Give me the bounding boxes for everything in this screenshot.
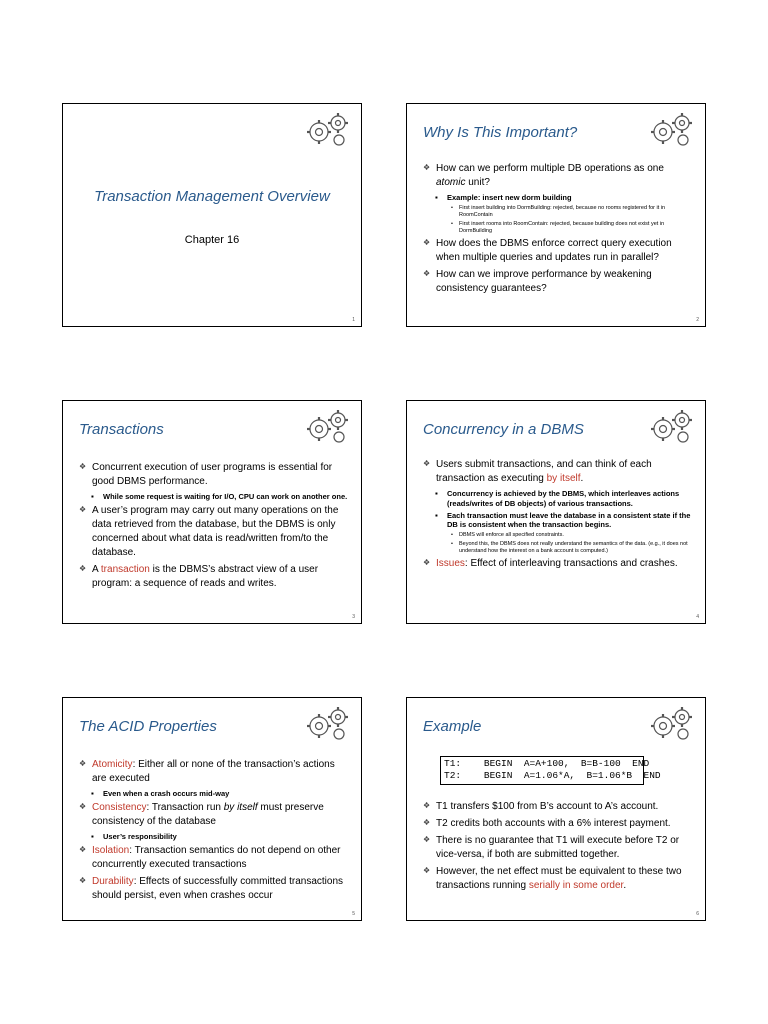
bullet: ❖ Isolation: Transaction semantics do not depend on other concurrently executed transactions bbox=[79, 844, 351, 872]
bullet: ❖ There is no guarantee that T1 will execute before T2 or vice-versa, if both are submitted together. bbox=[423, 834, 695, 862]
bullet: ❖ However, the net effect must be equivalent to these two transactions running serially in some order. bbox=[423, 865, 695, 893]
slide-content bbox=[423, 162, 695, 299]
slide-6 bbox=[406, 697, 706, 921]
sub-sub-bullet: • First insert rooms into RoomContain: rejected, because building does not exist yet in DormBuilding bbox=[423, 221, 695, 235]
page-number: 2 bbox=[696, 317, 699, 323]
bullet: ❖ A transaction is the DBMS’s abstract view of a user program: a sequence of reads and writes. bbox=[79, 563, 351, 591]
bullet: ❖ Users submit transactions, and can think of each transaction as executing by itself. bbox=[423, 458, 695, 486]
gears-icon bbox=[647, 110, 697, 148]
gears-icon bbox=[303, 704, 353, 742]
slide-title: Transactions bbox=[79, 421, 164, 438]
slide-title: Why Is This Important? bbox=[423, 124, 578, 141]
page-number: 3 bbox=[352, 614, 355, 620]
bullet: ❖ Durability: Effects of successfully committed transactions should persist, even when crashes occur bbox=[79, 875, 351, 903]
sub-sub-bullet: • First insert building into DormBuilding: rejected, because no rooms registered for it in RoomContain bbox=[423, 205, 695, 219]
page-number: 1 bbox=[352, 317, 355, 323]
slide-content bbox=[423, 800, 695, 896]
slide-title: Concurrency in a DBMS bbox=[423, 421, 584, 438]
page-number: 6 bbox=[696, 911, 699, 917]
gears-icon bbox=[647, 704, 697, 742]
page-number: 5 bbox=[352, 911, 355, 917]
bullet: ❖ T2 credits both accounts with a 6% interest payment. bbox=[423, 817, 695, 831]
gears-icon bbox=[647, 407, 697, 445]
sub-sub-bullet: • DBMS will enforce all specified constraints. bbox=[423, 532, 695, 539]
slide-2 bbox=[406, 103, 706, 327]
sub-sub-bullet: • Beyond this, the DBMS does not really understand the semantics of the data. (e.g., it does not understand how the interest on a bank account is computed.) bbox=[423, 541, 695, 555]
page-number: 4 bbox=[696, 614, 699, 620]
sub-bullet: ▪ User’s responsibility bbox=[79, 832, 351, 842]
slide-content bbox=[423, 458, 695, 574]
bullet: ❖ How does the DBMS enforce correct query execution when multiple queries and updates run in parallel? bbox=[423, 237, 695, 265]
bullet: ❖ Atomicity: Either all or none of the transaction’s actions are executed bbox=[79, 758, 351, 786]
code-box bbox=[440, 756, 661, 785]
code-line: T1: BEGIN A=A+100, B=B-100 END bbox=[444, 758, 650, 769]
bullet: ❖ A user’s program may carry out many operations on the data retrieved from the database, but the DBMS is only concerned about what data is read/written from/to the database. bbox=[79, 504, 351, 560]
bullet: ❖ Consistency: Transaction run by itself must preserve consistency of the database bbox=[79, 801, 351, 829]
slide-content bbox=[79, 758, 351, 906]
slide-title: The ACID Properties bbox=[79, 718, 217, 735]
bullet: ❖ Issues: Effect of interleaving transactions and crashes. bbox=[423, 557, 695, 571]
sub-bullet: ▪ Concurrency is achieved by the DBMS, which interleaves actions (reads/writes of DB objects) of various transactions. bbox=[423, 489, 695, 509]
slide-title: Example bbox=[423, 718, 482, 735]
slide-title: Transaction Management Overview bbox=[94, 188, 330, 205]
sub-bullet: ▪ Each transaction must leave the database in a consistent state if the DB is consistent when the transaction begins. bbox=[423, 511, 695, 531]
slide-content bbox=[79, 461, 351, 594]
slide-4 bbox=[406, 400, 706, 624]
bullet: ❖ T1 transfers $100 from B’s account to A’s account. bbox=[423, 800, 695, 814]
bullet: ❖ Concurrent execution of user programs is essential for good DBMS performance. bbox=[79, 461, 351, 489]
bullet: ❖ How can we improve performance by weakening consistency guarantees? bbox=[423, 268, 695, 296]
sub-bullet: ▪ Example: insert new dorm building bbox=[423, 193, 695, 203]
gears-icon bbox=[303, 407, 353, 445]
gears-icon bbox=[303, 110, 353, 148]
slide-1 bbox=[62, 103, 362, 327]
slide-5 bbox=[62, 697, 362, 921]
bullet: ❖ How can we perform multiple DB operations as one atomic unit? bbox=[423, 162, 695, 190]
slide-subtitle: Chapter 16 bbox=[184, 234, 240, 246]
sub-bullet: ▪ Even when a crash occurs mid-way bbox=[79, 789, 351, 799]
code-line: T2: BEGIN A=1.06*A, B=1.06*B END bbox=[444, 770, 661, 782]
sub-bullet: ▪ While some request is waiting for I/O, CPU can work on another one. bbox=[79, 492, 351, 502]
slide-3 bbox=[62, 400, 362, 624]
